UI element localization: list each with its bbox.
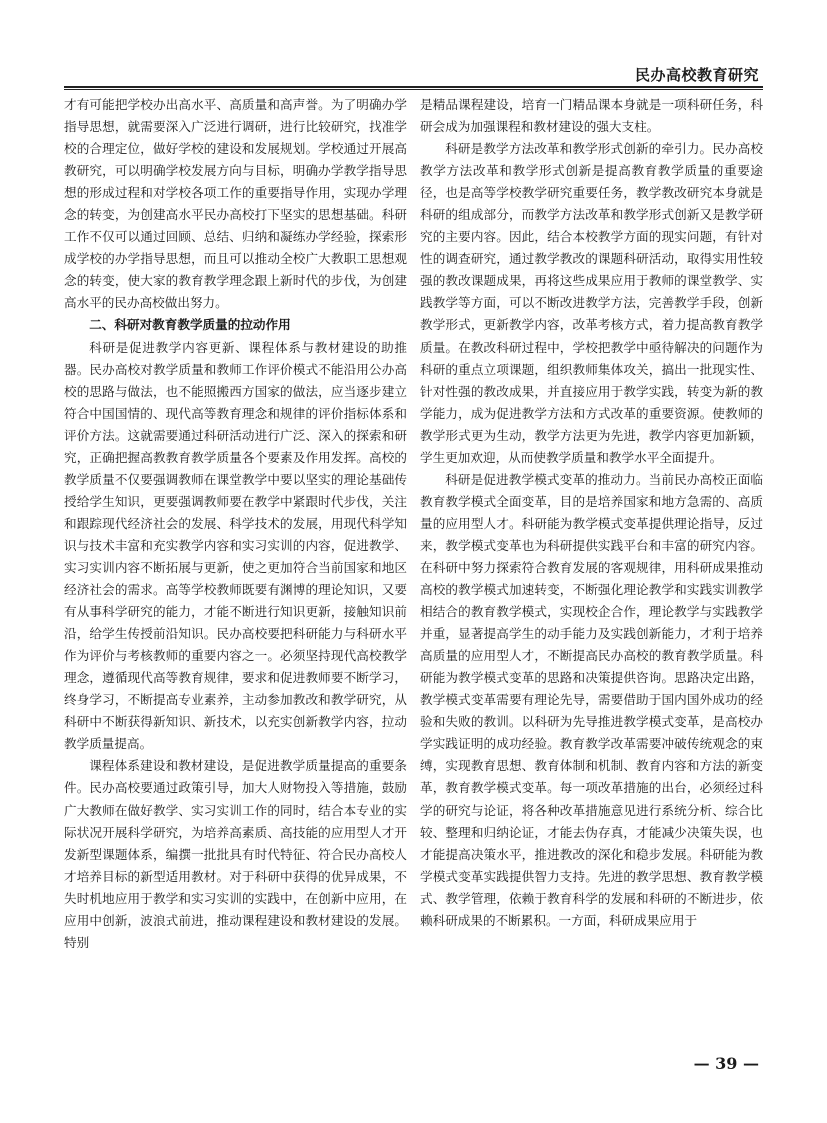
section-heading: 二、科研对教育教学质量的拉动作用 xyxy=(89,317,291,333)
paragraph: 科研是教学方法改革和教学形式创新的牵引力。民办高校教学方法改革和教学形式创新是提高教育教学质量的重要途径，也是高等学校教学研究重要任务，教学教改研究本身就是科研的组成部分，而教学方法改革和教学形式创新又是教学研究的主要内容。因此，结合本校教学方面的现实问题，有针对性的调查研究，通过教学教改的课题科研活动，取得实用性较强的教改课题成果，再将这些成果应用于教师的课堂教学、实践教学等方面，可以不断改进教学方法，完善教学手段，创新教学形式，更新教学内容，改革考核方式，着力提高教育教学质量。在教改科研过程中，学校把教学中亟待解决的问题作为科研的重点立项课题，组织教师集体攻关，搞出一批现实性、针对性强的教改成果，并直接应用于教学实践，转变为新的教学能力，成为促进教学方法和方式改革的重要资源。使教师的教学形式更为生动，教学方法更为先进，教学内容更加新颖，学生更加欢迎，从而使教学质量和教学水平全面提升。 xyxy=(420,141,763,465)
left-column xyxy=(64,94,407,1034)
page-number: — 39 — xyxy=(693,1054,759,1073)
journal-title: 民办高校教育研究 xyxy=(634,66,759,84)
paragraph: 科研是促进教学内容更新、课程体系与教材建设的助推器。民办高校对教学质量和教师工作评价模式不能沿用公办高校的思路与做法，也不能照搬西方国家的做法，应当逐步建立符合中国国情的、现代高等教育理念和规律的评价指标体系和评价方法。这就需要通过科研活动进行广泛、深入的探索和研究，正确把握高教教育教学质量各个要素及作用发挥。高校的教学质量不仅要强调教师在课堂教学中要以坚实的理论基础传授给学生知识，更要强调教师要在教学中紧跟时代步伐，关注和跟踪现代经济社会的发展、科学技术的发展，用现代科学知识与技术丰富和充实教学内容和实习实训的内容，促进教学、实习实训内容不断拓展与更新，使之更加符合当前国家和地区经济社会的需求。高等学校教师既要有渊博的理论知识，又要有从事科学研究的能力，才能不断进行知识更新，接触知识前沿，给学生传授前沿知识。民办高校要把科研能力与科研水平作为评价与考核教师的重要内容之一。必须坚持现代高校教学理念，遵循现代高等教育规律，要求和促进教师要不断学习，终身学习，不断提高专业素养，主动参加教改和教学研究，从科研中不断获得新知识、新技术，以充实创新教学内容，拉动教学质量提高。 xyxy=(64,339,407,752)
header-rule xyxy=(64,86,763,88)
paragraph: 是精品课程建设，培育一门精品课本身就是一项科研任务，科研会成为加强课程和教材建设的强大支柱。 xyxy=(420,97,763,135)
right-column xyxy=(420,94,763,1034)
paragraph: 课程体系建设和教材建设，是促进教学质量提高的重要条件。民办高校要通过政策引导，加大人财物投入等措施，鼓励广大教师在做好教学、实习实训工作的同时，结合本专业的实际状况开展科学研究，为培养高素质、高技能的应用型人才开发新型课题体系，编撰一批批具有时代特征、符合民办高校人才培养目标的新型适用教材。对于科研中获得的优异成果，不失时机地应用于教学和实习实训的实践中，在创新中应用，在应用中创新，波浪式前进，推动课程建设和教材建设的发展。特别 xyxy=(64,758,407,950)
paragraph: 科研是促进教学模式变革的推动力。当前民办高校正面临教育教学模式全面变革，目的是培养国家和地方急需的、高质量的应用型人才。科研能为教学模式变革提供理论指导，反过来，教学模式变革也为科研提供实践平台和丰富的研究内容。在科研中努力探索符合教育发展的客观规律，用科研成果推动高校的教学模式加速转变，不断强化理论教学和实践实训教学相结合的教育教学模式，实现校企合作，理论教学与实践教学并重，显著提高学生的动手能力及实践创新能力，才利于培养高质量的应用型人才，不断提高民办高校的教育教学质量。科研能为教学模式变革的思路和决策提供咨询。思路决定出路，教学模式变革需要有理论先导，需要借助于国内国外成功的经验和失败的教训。以科研为先导推进教学模式变革，是高校办学实践证明的成功经验。教育教学改革需要冲破传统观念的束缚，实现教育思想、教育体制和机制、教育内容和方法的新变革，教育教学模式变革。每一项改革措施的出台，必须经过科学的研究与论证，将各种改革措施意见进行系统分析、综合比较、整理和归纳论证，才能去伪存真，才能减少决策失误，也才能提高决策水平，推进教改的深化和稳步发展。科研能为教学模式变革实践提供智力支持。先进的教学思想、教育教学模式、教学管理，依赖于教育科学的发展和科研的不断进步，依赖科研成果的不断累积。一方面，科研成果应用于 xyxy=(420,471,763,928)
paragraph: 才有可能把学校办出高水平、高质量和高声誉。为了明确办学指导思想，就需要深入广泛进行调研，进行比较研究，找准学校的合理定位，做好学校的建设和发展规划。学校通过开展高教研究，可以明确学校发展方向与目标，明确办学教学指导思想的形成过程和对学校各项工作的重要指导作用，实现办学理念的转变，为创建高水平民办高校打下坚实的思想基础。科研工作不仅可以通过回顾、总结、归纳和凝练办学经验，探索形成学校的办学指导思想，而且可以推动全校广大教职工思想观念的转变，使大家的教育教学理念跟上新时代的步伐，为创建高水平的民办高校做出努力。 xyxy=(64,97,407,311)
header-rule-thin xyxy=(64,89,763,90)
